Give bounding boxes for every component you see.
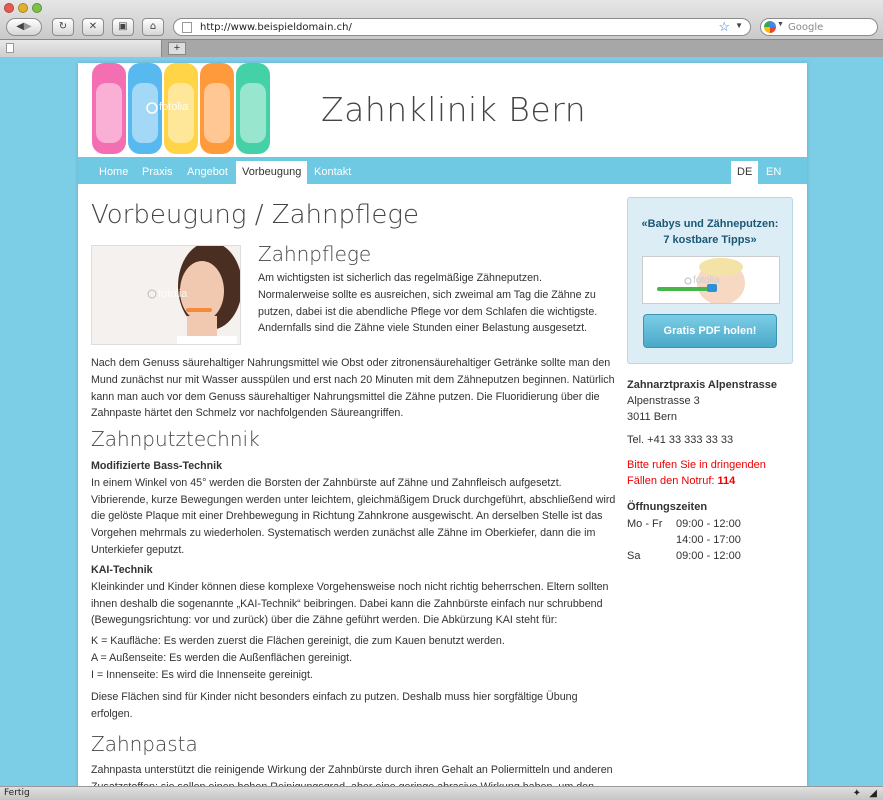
text-line: Nach dem Genuss säurehaltiger Nahrungsmittel wie Obst oder zitronensäurehaltiger Getränke sollte man den	[91, 357, 611, 369]
maximize-window-button[interactable]	[32, 3, 42, 13]
browser-tab[interactable]	[0, 40, 162, 57]
emergency-line: Bitte rufen Sie in dringenden	[627, 459, 766, 471]
resize-grip-icon[interactable]: ◢	[869, 788, 877, 799]
site-header	[78, 63, 807, 157]
text-line: die gelöste Plaque mit einer Drehbewegung in Richtung Zahnkrone ausgewischt. An derselben Stelle ist das	[91, 510, 603, 523]
stop-button[interactable]	[82, 18, 104, 36]
text-line: Kleinkinder und Kinder können diese komplexe Vorgehensweise noch nicht richtig beherrschen. Eltern sollten	[91, 580, 609, 593]
home-icon: ⌂	[149, 21, 157, 32]
text-line: (Bewegungsrichtung: vor und zurück) über die Zähne geführt werden. Die Abkürzung KAI steht für:	[91, 614, 558, 627]
kai-list	[91, 633, 505, 683]
promo-box	[627, 197, 793, 364]
close-window-button[interactable]	[4, 3, 14, 13]
text-line: Vibrierende, kurze Bewegungen werden unter leichtem, gleichmäßigem Druck durchgeführt, abschließend wird	[91, 493, 616, 506]
text-line: Andernfalls sind die Zähne viele Stunden einer Belastung ausgesetzt.	[258, 322, 588, 335]
zahnpflege-intro	[258, 270, 597, 337]
text-line: Unterkiefer geputzt.	[91, 543, 185, 556]
google-icon[interactable]	[764, 21, 776, 33]
list-item: I = Innenseite: Es wird die Innenseite gereinigt.	[91, 668, 313, 681]
lang-de[interactable]: DE	[731, 161, 758, 184]
hours-row	[627, 548, 741, 564]
promo-title	[628, 216, 792, 248]
home-button[interactable]	[142, 18, 164, 36]
emergency-notice	[627, 457, 766, 489]
text-line: Am wichtigsten ist sicherlich das regelmäßige Zähneputzen.	[258, 272, 542, 284]
text-line: Vorgehen mehrmals zu wiederholen. Systematisch werden zunächst alle Zähne im Oberkiefer, dann die im	[91, 527, 596, 540]
site-title: Zahnklinik Bern	[321, 90, 587, 129]
practice-address	[627, 377, 777, 425]
page-icon	[182, 22, 192, 33]
section-heading-zahnputztechnik: Zahnputztechnik	[91, 427, 260, 451]
hours-day: Mo - Fr	[627, 518, 663, 530]
bass-technik-block	[91, 458, 615, 559]
url-bar[interactable]	[173, 18, 751, 36]
new-tab-button[interactable]: +	[168, 42, 186, 55]
woman-brushing-photo	[91, 245, 241, 345]
minimize-window-button[interactable]	[18, 3, 28, 13]
bookmarks-icon: ▣	[118, 21, 128, 32]
hours-time: 09:00 - 12:00	[676, 518, 741, 530]
main-navigation	[78, 157, 807, 184]
text-line: In einem Winkel von 45° werden die Borsten der Zahnbürste auf Zähne und Zahnfleisch aufgesetzt.	[91, 476, 562, 489]
text-line: putzen, dabei ist die abendliche Pflege vor dem Schlafen die wichtigste.	[258, 305, 598, 318]
list-item: K = Kaufläche: Es werden zuerst die Flächen gereinigt, die zum Kauen benutzt werden.	[91, 635, 505, 647]
photo-watermark: fotolia	[158, 288, 188, 300]
bookmarks-button[interactable]	[112, 18, 134, 36]
section-heading-zahnpasta: Zahnpasta	[91, 732, 198, 756]
practice-name: Zahnarztpraxis Alpenstrasse	[627, 379, 777, 391]
back-arrow-icon[interactable]: ◀	[16, 21, 24, 32]
emergency-number: 114	[717, 475, 736, 487]
reload-button[interactable]	[52, 18, 74, 36]
subheading-kai-technik: KAI-Technik	[91, 564, 153, 576]
status-bar	[0, 786, 883, 800]
promo-image-watermark: fotolia	[693, 275, 720, 286]
address-street: Alpenstrasse 3	[627, 395, 700, 407]
text-line: Zahnpasta unterstützt die reinigende Wirkung der Zahnbürste durch ihren Gehalt an Poliermitteln und anderen	[91, 764, 613, 776]
forward-arrow-icon[interactable]: ▶	[24, 21, 32, 32]
kai-closing-paragraph	[91, 689, 578, 723]
nav-item-angebot[interactable]: Angebot	[187, 166, 228, 178]
nav-item-home[interactable]: Home	[99, 166, 129, 178]
promo-title-line: «Babys und Zähneputzen:	[641, 218, 779, 230]
hours-row	[627, 516, 741, 532]
get-pdf-button[interactable]: Gratis PDF holen!	[643, 314, 777, 348]
nav-item-praxis[interactable]: Praxis	[142, 166, 173, 178]
text-line: Normalerweise sollte es ausreichen, sich zweimal am Tag die Zähne zu	[258, 288, 596, 301]
hours-day: Sa	[627, 550, 641, 562]
opening-hours-title: Öffnungszeiten	[627, 501, 708, 513]
lang-en[interactable]: EN	[766, 166, 782, 178]
url-text[interactable]: http://www.beispieldomain.ch/	[200, 22, 352, 33]
status-text: Fertig	[4, 788, 30, 798]
search-placeholder[interactable]: Google	[788, 22, 824, 33]
tab-strip	[0, 39, 883, 57]
zahnpflege-paragraph	[91, 355, 615, 422]
text-line: Mund zunächst nur mit Wasser ausspülen und erst nach 20 Minuten mit dem Zähneputzen beginnen. Natürlich	[91, 373, 615, 386]
nav-item-kontakt[interactable]: Kontakt	[314, 166, 352, 178]
search-box[interactable]	[760, 18, 878, 36]
list-item: A = Außenseite: Es werden die Außenflächen gereinigt.	[91, 651, 353, 664]
text-line: ihnen deshalb die sogenannte „KAI-Technik“ beibringen. Dabei kann die Zahnbürste einfach nur schrubbend	[91, 597, 603, 610]
text-line: Zahnpaste härtet den Schmelz vor nachfolgenden Säureangriffen.	[91, 407, 404, 420]
hours-time: 09:00 - 12:00	[676, 550, 741, 562]
web-page	[78, 63, 807, 793]
baby-brushing-image	[642, 256, 780, 304]
text-line: kann man auch vor dem Genuss säurehaltiger Nahrungsmittel die Zähne putzen. Die Fluoridierung über die	[91, 390, 600, 403]
text-line: erfolgen.	[91, 707, 133, 720]
hours-time: 14:00 - 17:00	[676, 534, 741, 546]
section-heading-zahnpflege: Zahnpflege	[258, 242, 372, 266]
emergency-line: Fällen den Notruf:	[627, 475, 718, 487]
browser-toolbar	[0, 0, 883, 57]
stop-icon: ✕	[88, 21, 98, 32]
practice-phone: Tel. +41 33 333 33 33	[627, 434, 734, 446]
promo-title-line: 7 kostbare Tipps»	[663, 234, 757, 246]
image-watermark: fotolia	[159, 101, 189, 113]
kai-technik-block	[91, 562, 608, 629]
opening-hours-table	[627, 516, 741, 564]
address-city: 3011 Bern	[627, 411, 677, 423]
bookmark-star-icon[interactable]: ☆	[718, 19, 730, 34]
page-title: Vorbeugung / Zahnpflege	[91, 200, 419, 230]
tab-page-icon	[6, 43, 14, 53]
status-addon-icon[interactable]: ✦	[852, 788, 861, 799]
url-dropdown-icon[interactable]: ▼	[735, 21, 743, 30]
back-forward-buttons[interactable]	[6, 18, 42, 36]
text-line: Diese Flächen sind für Kinder nicht besonders einfach zu putzen. Deshalb muss hier sorgfältige Übung	[91, 691, 578, 703]
hours-row	[627, 532, 741, 548]
reload-icon: ↻	[58, 21, 68, 32]
nav-item-vorbeugung[interactable]: Vorbeugung	[236, 161, 307, 184]
search-engine-dropdown-icon[interactable]: ▼	[777, 21, 784, 28]
subheading-bass-technik: Modifizierte Bass-Technik	[91, 460, 223, 472]
